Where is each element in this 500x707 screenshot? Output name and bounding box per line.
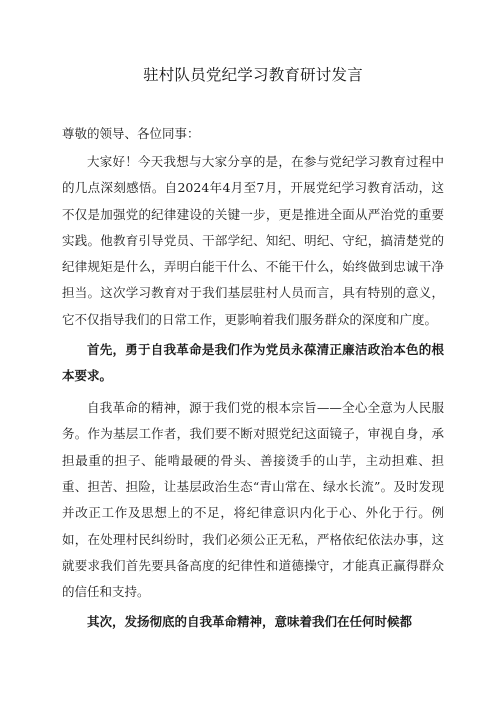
- section-heading-first: 首先，勇于自我革命是我们作为党员永葆清正廉洁政治本色的根本要求。: [62, 342, 444, 384]
- document-title: 驻村队员党纪学习教育研讨发言: [143, 66, 363, 84]
- salutation: 尊敬的领导、各位同事：: [62, 126, 200, 141]
- paragraph-self-revolution: 自我革命的精神，源于我们党的根本宗旨——全心全意为人民服务。作为基层工作者，我们要不断对照党纪这面镜子，审视自身，承担最重的担子、能啃最硬的骨头、善接烫手的山芋，主动担难、担重、担苦、担险，让基层政治生态“青山常在、绿水长流”。及时发现并改正工作及思想上的不足，将纪律意识内化于心、外化于行。例如，在处理村民纠纷时，我们必须公正无私，严格依纪依法办事，这就要求我们首先要具备高度的纪律性和道德操守，才能真正赢得群众的信任和支持。: [62, 400, 444, 600]
- paragraph-intro: 大家好！今天我想与大家分享的是，在参与党纪学习教育过程中的几点深刻感悟。自2024年4月至7月，开展党纪学习教育活动，这不仅是加强党的纪律建设的关键一步，更是推进全面从严治党的重要实践。他教育引导党员、干部学纪、知纪、明纪、守纪，搞清楚党的纪律规矩是什么，弄明白能干什么、不能干什么，始终做到忠诚干净担当。这次学习教育对于我们基层驻村人员而言，具有特别的意义，它不仅指导我们的日常工作，更影响着我们服务群众的深度和广度。: [62, 154, 444, 327]
- section-heading-second: 其次，发扬彻底的自我革命精神，意味着我们在任何时候都: [87, 614, 413, 630]
